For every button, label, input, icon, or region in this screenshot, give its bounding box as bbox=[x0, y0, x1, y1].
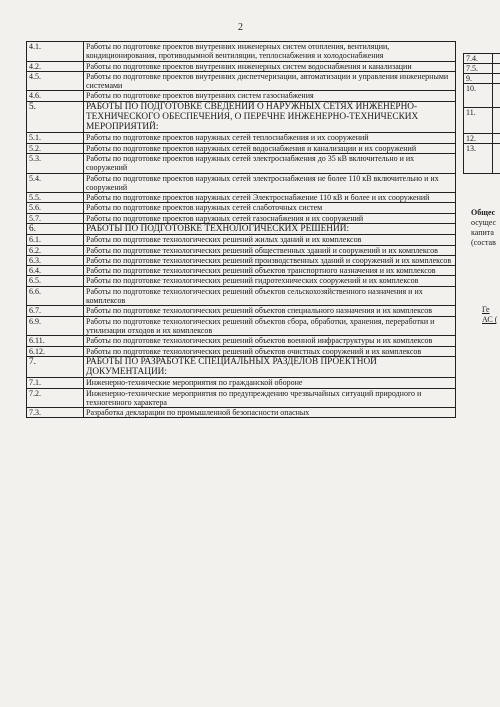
table-row bbox=[27, 213, 456, 223]
row-number: 7.1. bbox=[27, 378, 84, 388]
row-description: Работы по подготовке технологических решений объектов специального назначения и их комплексов bbox=[84, 306, 456, 316]
row-description: Работы по подготовке проектов наружных сетей водоснабжения и канализации и их сооружений bbox=[84, 143, 456, 153]
row-description: РАБОТЫ ПО ПОДГОТОВКЕ ТЕХНОЛОГИЧЕСКИХ РЕШЕНИЙ: bbox=[84, 224, 456, 235]
table-row bbox=[27, 245, 456, 255]
row-number: 7. bbox=[27, 356, 84, 377]
row-number: 6.12. bbox=[27, 346, 84, 356]
row-description: Работы по подготовке проектов наружных сетей теплоснабжения и их сооружений bbox=[84, 133, 456, 143]
table-row bbox=[27, 71, 456, 91]
side-row-description bbox=[493, 64, 500, 74]
table-row bbox=[27, 266, 456, 276]
row-number: 5.2. bbox=[27, 143, 84, 153]
row-number: 6.6. bbox=[27, 286, 84, 306]
side-row-number: 11. bbox=[464, 108, 493, 134]
table-row bbox=[27, 336, 456, 346]
row-number: 5.7. bbox=[27, 213, 84, 223]
side-row-description bbox=[493, 54, 500, 64]
row-description: Разработка декларации по промышленной безопасности опасных bbox=[84, 408, 456, 418]
row-number: 7.3. bbox=[27, 408, 84, 418]
side-row-description bbox=[493, 84, 500, 108]
row-description: Работы по подготовке проектов наружных сетей слаботочных систем bbox=[84, 203, 456, 213]
side-table-row bbox=[464, 108, 500, 134]
adjacent-line: капита bbox=[471, 228, 494, 237]
side-table-row bbox=[464, 144, 500, 174]
row-number: 6.2. bbox=[27, 245, 84, 255]
adjacent-page-table bbox=[463, 53, 500, 174]
table-row bbox=[27, 276, 456, 286]
side-row-number: 7.5. bbox=[464, 64, 493, 74]
table-row bbox=[27, 143, 456, 153]
row-description: Работы по подготовке проектов внутренних систем газоснабжения bbox=[84, 91, 456, 101]
row-description: Работы по подготовке технологических решений общественных зданий и сооружений и их комплексов bbox=[84, 245, 456, 255]
row-number: 4.6. bbox=[27, 91, 84, 101]
table-row bbox=[27, 173, 456, 193]
side-row-description bbox=[493, 74, 500, 84]
side-table-row bbox=[464, 64, 500, 74]
row-description: Работы по подготовке проектов наружных сетей электроснабжения не более 110 кВ включительно и их сооружений bbox=[84, 173, 456, 193]
side-table-row bbox=[464, 84, 500, 108]
section-row bbox=[27, 101, 456, 133]
table-row bbox=[27, 388, 456, 408]
adjacent-signature-line: АС ( bbox=[482, 315, 498, 324]
row-description: Работы по подготовке проектов наружных сетей газоснабжения и их сооружений bbox=[84, 213, 456, 223]
row-description: Работы по подготовке проектов внутренних диспетчеризации, автоматизации и управления инженерными системами bbox=[84, 71, 456, 91]
table-row bbox=[27, 286, 456, 306]
row-number: 5.6. bbox=[27, 203, 84, 213]
table-row bbox=[27, 255, 456, 265]
table-row bbox=[27, 408, 456, 418]
table-row bbox=[27, 42, 456, 62]
row-description: Работы по подготовке технологических решений жилых зданий и их комплексов bbox=[84, 235, 456, 245]
table-row bbox=[27, 133, 456, 143]
row-description: Инженерно-технические мероприятия по предупреждению чрезвычайных ситуаций природного и техногенного характера bbox=[84, 388, 456, 408]
row-description: РАБОТЫ ПО РАЗРАБОТКЕ СПЕЦИАЛЬНЫХ РАЗДЕЛОВ ПРОЕКТНОЙ ДОКУМЕНТАЦИИ: bbox=[84, 356, 456, 377]
side-row-description bbox=[493, 144, 500, 174]
side-table-row bbox=[464, 74, 500, 84]
row-description: Инженерно-технические мероприятия по гражданской обороне bbox=[84, 378, 456, 388]
row-number: 6. bbox=[27, 224, 84, 235]
row-number: 5.1. bbox=[27, 133, 84, 143]
row-number: 6.3. bbox=[27, 255, 84, 265]
row-number: 5.5. bbox=[27, 193, 84, 203]
section-row bbox=[27, 356, 456, 377]
table-row bbox=[27, 235, 456, 245]
row-description: Работы по подготовке технологических решений объектов сельскохозяйственного назначения и их комплексов bbox=[84, 286, 456, 306]
row-description: Работы по подготовке технологических решений гидротехнических сооружений и их комплексов bbox=[84, 276, 456, 286]
table-row bbox=[27, 153, 456, 173]
side-table-row bbox=[464, 134, 500, 144]
adjacent-page-text bbox=[471, 208, 500, 248]
side-row-number: 12. bbox=[464, 134, 493, 144]
row-description: Работы по подготовке проектов наружных сетей электроснабжения до 35 кВ включительно и их сооружений bbox=[84, 153, 456, 173]
row-number: 6.1. bbox=[27, 235, 84, 245]
row-number: 6.4. bbox=[27, 266, 84, 276]
row-number: 6.11. bbox=[27, 336, 84, 346]
row-description: Работы по подготовке технологических решений объектов военной инфраструктуры и их комплексов bbox=[84, 336, 456, 346]
work-types-table bbox=[26, 41, 456, 418]
row-description: Работы по подготовке технологических решений объектов сбора, обработки, хранения, переработки и утилизации отходов и их комплексов bbox=[84, 316, 456, 336]
row-number: 4.1. bbox=[27, 42, 84, 62]
page-number: 2 bbox=[238, 22, 243, 33]
side-row-description bbox=[493, 108, 500, 134]
table-row bbox=[27, 61, 456, 71]
adjacent-line: осущес bbox=[471, 218, 497, 227]
row-number: 7.2. bbox=[27, 388, 84, 408]
table-row bbox=[27, 378, 456, 388]
row-number: 5.4. bbox=[27, 173, 84, 193]
row-description: Работы по подготовке проектов внутренних инженерных систем отопления, вентиляции, кондиционирования, противодымной вентиляции, теплоснабжения и холодоснабжения bbox=[84, 42, 456, 62]
row-description: Работы по подготовке проектов внутренних инженерных систем водоснабжения и канализации bbox=[84, 61, 456, 71]
row-number: 4.5. bbox=[27, 71, 84, 91]
row-number: 5.3. bbox=[27, 153, 84, 173]
row-number: 6.5. bbox=[27, 276, 84, 286]
table-row bbox=[27, 193, 456, 203]
row-description: Работы по подготовке технологических решений производственных зданий и сооружений и их комплексов bbox=[84, 255, 456, 265]
row-description: Работы по подготовке проектов наружных сетей Электроснабжение 110 кВ и более и их сооружений bbox=[84, 193, 456, 203]
side-row-number: 9. bbox=[464, 74, 493, 84]
table-row bbox=[27, 203, 456, 213]
row-description: Работы по подготовке технологических решений объектов очистных сооружений и их комплексов bbox=[84, 346, 456, 356]
row-description: РАБОТЫ ПО ПОДГОТОВКЕ СВЕДЕНИЙ О НАРУЖНЫХ СЕТЯХ ИНЖЕНЕРНО-ТЕХНИЧЕСКОГО ОБЕСПЕЧЕНИЯ, О ПЕРЕЧНЕ ИНЖЕНЕРНО-ТЕХНИЧЕСКИХ МЕРОПРИЯТИЙ: bbox=[84, 101, 456, 133]
table-row bbox=[27, 91, 456, 101]
adjacent-signature-line: Ге bbox=[482, 305, 490, 314]
row-number: 5. bbox=[27, 101, 84, 133]
table-row bbox=[27, 306, 456, 316]
adjacent-heading: Общес bbox=[471, 208, 496, 217]
section-row bbox=[27, 224, 456, 235]
side-table-row bbox=[464, 54, 500, 64]
table-row bbox=[27, 346, 456, 356]
adjacent-signature bbox=[482, 305, 500, 325]
row-number: 4.2. bbox=[27, 61, 84, 71]
table-row bbox=[27, 316, 456, 336]
row-number: 6.9. bbox=[27, 316, 84, 336]
side-row-description bbox=[493, 134, 500, 144]
side-row-number: 13. bbox=[464, 144, 493, 174]
side-row-number: 7.4. bbox=[464, 54, 493, 64]
side-row-number: 10. bbox=[464, 84, 493, 108]
row-number: 6.7. bbox=[27, 306, 84, 316]
row-description: Работы по подготовке технологических решений объектов транспортного назначения и их комплексов bbox=[84, 266, 456, 276]
adjacent-line: (состав bbox=[471, 238, 496, 247]
